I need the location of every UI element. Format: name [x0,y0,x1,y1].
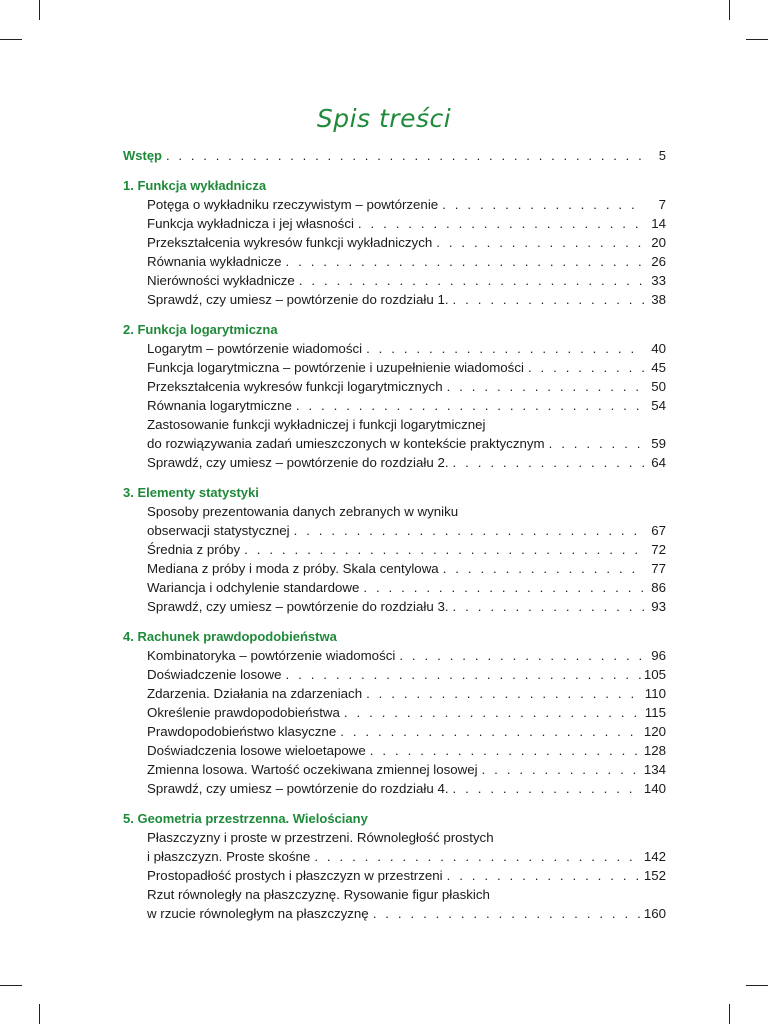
dot-leader [447,866,642,885]
dot-leader [482,760,642,779]
chapter-heading[interactable] [123,809,666,828]
toc-entry-label: Określenie prawdopodobieństwa [147,705,340,720]
toc-entry-label: Funkcja logarytmiczna – powtórzenie i uzupełnienie wiadomości [147,360,524,375]
toc-page-number: 110 [644,686,666,701]
toc-entry-label: Rzut równoległy na płaszczyznę. Rysowanie figur płaskich [147,887,490,902]
toc-entry-label: Sprawdź, czy umiesz – powtórzenie do rozdziału 2. [147,455,449,470]
toc-entry-line[interactable] [123,828,666,847]
dot-leader [399,646,644,665]
dot-leader [314,847,641,866]
dot-leader [453,290,644,309]
section-gap [123,798,666,809]
dot-leader [453,597,644,616]
dot-leader [443,559,644,578]
dot-leader [370,741,642,760]
toc-page-number: 50 [651,379,666,394]
toc-entry-label: Mediana z próby i moda z próby. Skala centylowa [147,561,439,576]
dot-leader [447,377,644,396]
toc-page-number: 7 [658,197,666,212]
dot-leader [166,146,644,165]
toc-entry-line[interactable] [123,415,666,434]
toc-entry[interactable] [123,722,666,741]
toc-entry[interactable] [123,358,666,377]
crop-mark [0,985,22,986]
table-of-contents [123,146,666,923]
toc-entry[interactable] [123,559,666,578]
crop-mark [39,0,40,20]
toc-page-number: 14 [651,216,666,231]
toc-entry[interactable] [123,521,666,540]
toc-entry[interactable] [123,271,666,290]
toc-entry-line[interactable] [123,885,666,904]
toc-entry-label: Doświadczenie losowe [147,667,282,682]
toc-entry-label: Przekształcenia wykresów funkcji wykładniczych [147,235,433,250]
toc-entry[interactable] [123,904,666,923]
toc-entry[interactable] [123,665,666,684]
toc-entry-label: Kombinatoryka – powtórzenie wiadomości [147,648,396,663]
page-title: Spis treści [316,104,452,133]
toc-page-number: 40 [651,341,666,356]
toc-page-number: 59 [651,436,666,451]
toc-page-number: 96 [651,648,666,663]
toc-entry[interactable] [123,214,666,233]
crop-mark [729,1004,730,1024]
toc-entry-label: Sprawdź, czy umiesz – powtórzenie do rozdziału 1. [147,292,449,307]
toc-entry[interactable] [123,377,666,396]
toc-entry-label: Funkcja wykładnicza i jej własności [147,216,354,231]
dot-leader [453,779,642,798]
chapter-heading[interactable] [123,320,666,339]
chapter-heading[interactable] [123,483,666,502]
toc-entry-label: Zmienna losowa. Wartość oczekiwana zmiennej losowej [147,762,478,777]
crop-mark [0,39,22,40]
dot-leader [286,665,642,684]
toc-entry-label: Potęga o wykładniku rzeczywistym – powtórzenie [147,197,439,212]
toc-page-number: 20 [651,235,666,250]
toc-page-number: 160 [643,906,666,921]
toc-page-number: 120 [643,724,666,739]
toc-entry[interactable] [123,339,666,358]
chapter-heading-label: 4. Rachunek prawdopodobieństwa [123,629,337,644]
dot-leader [453,453,644,472]
toc-entry[interactable] [123,233,666,252]
toc-page-number: 38 [651,292,666,307]
chapter-heading[interactable] [123,627,666,646]
dot-leader [286,252,644,271]
toc-entry[interactable] [123,290,666,309]
toc-intro-entry[interactable] [123,146,666,165]
dot-leader [340,722,642,741]
dot-leader [442,195,644,214]
toc-entry-label: i płaszczyzn. Proste skośne [147,849,311,864]
toc-entry[interactable] [123,434,666,453]
toc-page-number: 152 [643,868,666,883]
dot-leader [373,904,642,923]
toc-entry[interactable] [123,646,666,665]
toc-entry-label: Logarytm – powtórzenie wiadomości [147,341,363,356]
dot-leader [299,271,644,290]
toc-entry-label: Doświadczenia losowe wieloetapowe [147,743,366,758]
toc-entry-label: Równania logarytmiczne [147,398,292,413]
toc-entry[interactable] [123,779,666,798]
toc-entry-label: Prawdopodobieństwo klasyczne [147,724,337,739]
dot-leader [366,684,643,703]
toc-entry[interactable] [123,195,666,214]
toc-entry[interactable] [123,684,666,703]
dot-leader [244,540,644,559]
toc-page-number: 54 [651,398,666,413]
toc-entry-label: obserwacji statystycznej [147,523,290,538]
toc-entry-label: Wariancja i odchylenie standardowe [147,580,360,595]
toc-entry-label: w rzucie równoległym na płaszczyznę [147,906,369,921]
section-gap [123,165,666,176]
toc-entry[interactable] [123,252,666,271]
toc-entry-label: Średnia z próby [147,542,241,557]
toc-entry-label: Zdarzenia. Działania na zdarzeniach [147,686,363,701]
toc-page-number: 72 [651,542,666,557]
crop-mark [746,985,768,986]
crop-mark [729,0,730,20]
toc-page-number: 134 [643,762,666,777]
toc-entry[interactable] [123,597,666,616]
toc-page-number: 93 [651,599,666,614]
toc-page-number: 77 [651,561,666,576]
toc-entry[interactable] [123,741,666,760]
toc-entry-label: do rozwiązywania zadań umieszczonych w kontekście praktycznym [147,436,545,451]
toc-entry-label: Płaszczyzny i proste w przestrzeni. Równoległość prostych [147,830,494,845]
toc-page-number: 140 [643,781,666,796]
toc-page-number: 105 [643,667,666,682]
toc-entry[interactable] [123,760,666,779]
toc-page-number: 64 [651,455,666,470]
dot-leader [366,339,644,358]
chapter-heading[interactable] [123,176,666,195]
toc-page-number: 26 [651,254,666,269]
toc-page-number: 86 [651,580,666,595]
toc-page-number: 45 [651,360,666,375]
dot-leader [296,396,644,415]
chapter-heading-label: 1. Funkcja wykładnicza [123,178,267,193]
toc-page-number: 67 [651,523,666,538]
toc-page-number: 115 [644,705,666,720]
chapter-heading-label: 5. Geometria przestrzenna. Wielościany [123,811,368,826]
dot-leader [528,358,644,377]
section-gap [123,472,666,483]
section-gap [123,616,666,627]
toc-page-number: 128 [643,743,666,758]
toc-entry[interactable] [123,540,666,559]
dot-leader [363,578,644,597]
toc-page-number: 142 [643,849,666,864]
toc-entry-label: Zastosowanie funkcji wykładniczej i funkcji logarytmicznej [147,417,486,432]
toc-page-number: 5 [658,148,666,163]
crop-mark [746,39,768,40]
dot-leader [358,214,644,233]
toc-entry[interactable] [123,847,666,866]
chapter-heading-label: 2. Funkcja logarytmiczna [123,322,278,337]
dot-leader [549,434,644,453]
toc-page-number: 33 [651,273,666,288]
toc-entry-label: Wstęp [123,148,162,163]
chapter-heading-label: 3. Elementy statystyki [123,485,259,500]
crop-mark [39,1004,40,1024]
toc-entry-label: Równania wykładnicze [147,254,282,269]
toc-entry-label: Przekształcenia wykresów funkcji logarytmicznych [147,379,443,394]
dot-leader [294,521,644,540]
toc-entry-line[interactable] [123,502,666,521]
section-gap [123,309,666,320]
toc-entry[interactable] [123,578,666,597]
toc-entry-label: Sprawdź, czy umiesz – powtórzenie do rozdziału 3. [147,599,449,614]
toc-entry-label: Sposoby prezentowania danych zebranych w wyniku [147,504,459,519]
toc-entry-label: Sprawdź, czy umiesz – powtórzenie do rozdziału 4. [147,781,449,796]
toc-entry-label: Nierówności wykładnicze [147,273,295,288]
toc-entry-label: Prostopadłość prostych i płaszczyzn w przestrzeni [147,868,443,883]
dot-leader [344,703,643,722]
dot-leader [436,233,644,252]
toc-entry[interactable] [123,396,666,415]
toc-entry[interactable] [123,453,666,472]
toc-entry[interactable] [123,866,666,885]
toc-entry[interactable] [123,703,666,722]
